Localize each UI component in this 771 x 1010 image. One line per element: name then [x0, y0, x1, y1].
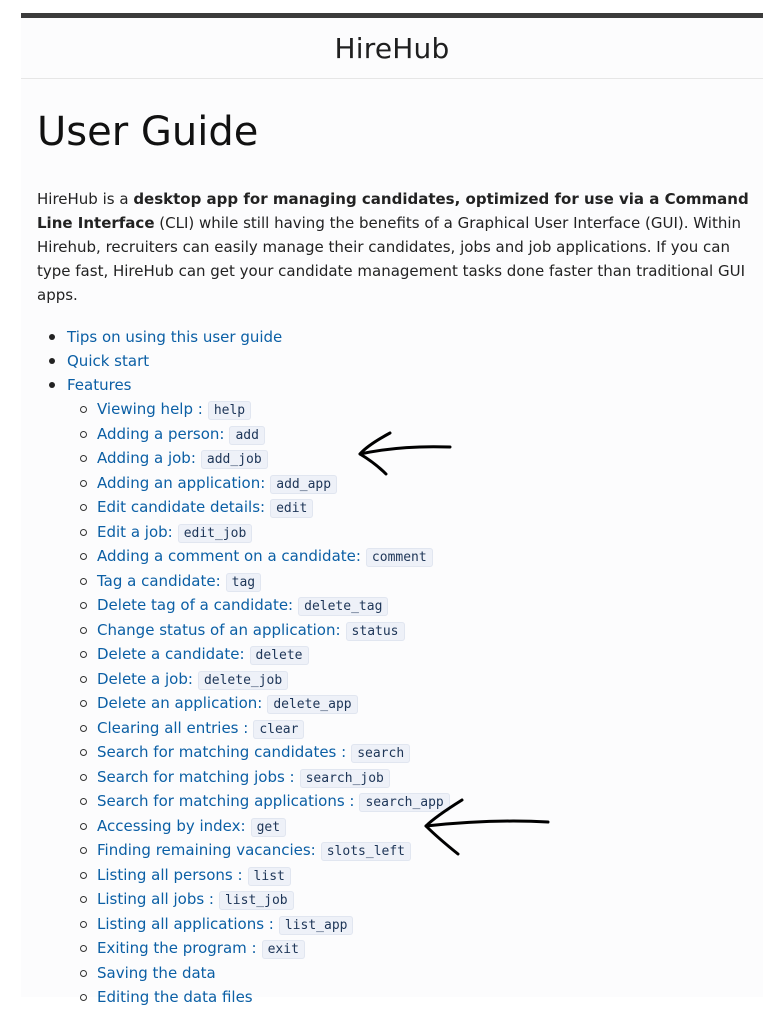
feature-link[interactable]: Exiting the program : — [97, 939, 257, 957]
main-content — [21, 109, 763, 1010]
page-title: User Guide — [37, 109, 259, 155]
feature-link[interactable]: Search for matching jobs : — [97, 767, 295, 786]
feature-link[interactable]: Change status of an application: — [97, 620, 341, 639]
feature-link[interactable]: Tag a candidate: — [97, 571, 221, 590]
arrow-add-app-icon — [352, 428, 456, 478]
feature-item — [97, 593, 747, 618]
command-code: get — [251, 818, 286, 837]
command-code: help — [208, 401, 251, 420]
intro-text-2: (CLI) while still having the benefits of a Graphical User Interface (GUI). Within Hirehub, recruiters can easily manage their candidates, jobs and job applications. If you can type fast, HireHub can get your candidate management tasks done faster than traditional GUI apps. — [37, 214, 746, 304]
quick-start-link[interactable]: Quick start — [67, 352, 150, 370]
feature-link[interactable]: Adding a job: — [97, 449, 196, 467]
feature-item — [97, 740, 747, 765]
intro-bold: desktop app for managing candidates, optimized for use via a Command Line Interface — [37, 190, 749, 232]
feature-link[interactable]: Adding a comment on a candidate: — [97, 547, 361, 565]
command-code: comment — [366, 548, 433, 567]
feature-item — [97, 691, 747, 716]
feature-link[interactable]: Listing all persons : — [97, 865, 243, 884]
feature-item — [97, 544, 747, 569]
arrow-add-app-shaft — [360, 447, 450, 454]
command-code: tag — [226, 573, 261, 592]
toc-item-tips — [67, 325, 747, 349]
feature-link[interactable]: Listing all jobs : — [97, 890, 214, 908]
feature-item — [97, 667, 747, 692]
command-code: delete_tag — [298, 597, 388, 616]
feature-item — [97, 618, 747, 643]
feature-link[interactable]: Delete tag of a candidate: — [97, 596, 294, 614]
arrow-slots-left-head — [426, 800, 462, 854]
toc-item-quick-start — [67, 349, 747, 373]
command-code: clear — [253, 720, 304, 739]
feature-link[interactable]: Saving the data — [97, 963, 216, 982]
feature-item — [97, 961, 747, 986]
command-code: exit — [262, 940, 305, 959]
feature-link[interactable]: Editing the data files — [97, 988, 253, 1006]
arrow-slots-left-shaft — [426, 821, 548, 826]
command-code: search — [351, 744, 410, 763]
feature-item — [97, 569, 747, 594]
command-code: edit — [270, 499, 313, 518]
feature-item — [97, 985, 747, 1010]
command-code: delete_job — [198, 671, 288, 690]
command-code: list_app — [279, 916, 354, 935]
command-code: delete_app — [267, 695, 357, 714]
feature-link[interactable]: Search for matching applications : — [97, 792, 355, 810]
feature-link[interactable]: Delete a candidate: — [97, 645, 245, 663]
features-sublist — [67, 397, 747, 1010]
feature-link[interactable]: Delete an application: — [97, 694, 263, 712]
feature-item — [97, 912, 747, 937]
command-code: add — [229, 426, 264, 445]
feature-link[interactable]: Delete a job: — [97, 669, 193, 688]
site-header — [21, 18, 763, 79]
command-code: search_app — [359, 793, 449, 812]
feature-link[interactable]: Clearing all entries : — [97, 718, 249, 737]
feature-link[interactable]: Listing all applications : — [97, 914, 274, 933]
command-code: list_job — [219, 891, 294, 910]
feature-item — [97, 520, 747, 545]
command-code: delete — [250, 646, 309, 665]
command-code: edit_job — [178, 524, 253, 543]
feature-item — [97, 495, 747, 520]
feature-item — [97, 887, 747, 912]
command-code: slots_left — [321, 842, 411, 861]
feature-item — [97, 863, 747, 888]
feature-link[interactable]: Adding an application: — [97, 473, 266, 492]
site-title[interactable]: HireHub — [334, 31, 450, 65]
intro-text-1: HireHub is a — [37, 190, 134, 208]
intro-paragraph — [37, 187, 749, 307]
feature-link[interactable]: Edit candidate details: — [97, 498, 266, 516]
feature-item — [97, 642, 747, 667]
feature-item — [97, 765, 747, 790]
command-code: status — [346, 622, 405, 641]
feature-link[interactable]: Edit a job: — [97, 522, 173, 541]
feature-link[interactable]: Accessing by index: — [97, 816, 246, 835]
command-code: list — [248, 867, 291, 886]
feature-link[interactable]: Finding remaining vacancies: — [97, 841, 316, 859]
feature-link[interactable]: Viewing help : — [97, 400, 203, 418]
feature-item — [97, 397, 747, 422]
feature-item — [97, 936, 747, 961]
feature-item — [97, 716, 747, 741]
tips-link[interactable]: Tips on using this user guide — [67, 328, 283, 346]
features-link[interactable]: Features — [67, 376, 132, 394]
feature-link[interactable]: Adding a person: — [97, 424, 225, 443]
feature-link[interactable]: Search for matching candidates : — [97, 743, 347, 761]
page-frame — [21, 13, 763, 1006]
arrow-slots-left-icon — [418, 796, 553, 858]
command-code: add_app — [270, 475, 337, 494]
command-code: search_job — [300, 769, 390, 788]
command-code: add_job — [201, 450, 268, 469]
